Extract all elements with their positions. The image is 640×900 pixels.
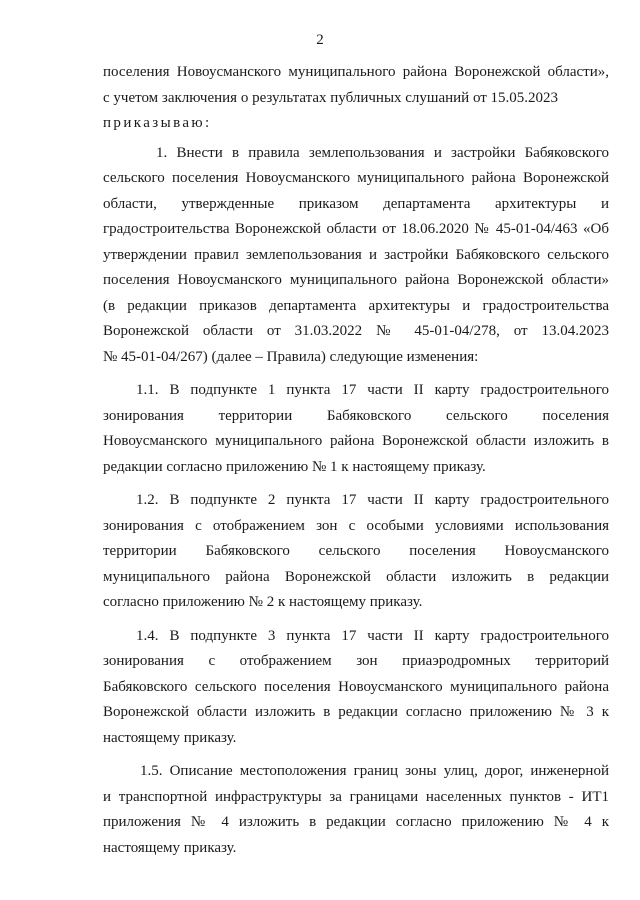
text-line: Бабяковского сельского поселения Новоусманского муниципального района [103,678,609,695]
text-line: утверждении правил землепользования и застройки Бабяковского сельского [103,246,609,263]
text-line: поселения Новоусманского муниципального района Воронежской области» [103,272,609,288]
text-line: Воронежской области от 31.03.2022 № 45-01-04/278, от 13.04.2023 [103,323,609,339]
text-line: 1.4. В подпункте 3 пункта 17 части II карту градостроительного [136,627,609,644]
text-line: территории Бабяковского сельского поселения Новоусманского [103,543,609,559]
page-number: 2 [316,32,324,48]
text-line: Новоусманского муниципального района Воронежской области изложить в [103,433,609,449]
text-line: приложения № 4 изложить в редакции согласно приложению № 4 к [103,814,609,830]
text-line: 1.2. В подпункте 2 пункта 17 части II карту градостроительного [136,492,609,508]
text-line: градостроительства Воронежской области от 18.06.2020 № 45-01-04/463 «Об [103,221,609,237]
text-line: настоящему приказу. [103,839,237,856]
text-line: 1. Внести в правила землепользования и застройки Бабяковского [156,144,609,161]
text-line: сельского поселения Новоусманского муниципального района Воронежской [103,170,609,186]
text-line: с учетом заключения о результатах публичных слушаний от 15.05.2023 [103,89,559,106]
text-line: настоящему приказу. [103,729,237,746]
text-line: Воронежской области изложить в редакции согласно приложению № 3 к [103,704,609,720]
text-line: согласно приложению № 2 к настоящему приказу. [103,594,423,610]
document-body [103,60,609,861]
text-line: 1.1. В подпункте 1 пункта 17 части II карту градостроительного [136,382,609,398]
text-line: зонирования с отображением зон с особыми условиями использования [103,517,609,534]
text-line: приказываю: [103,115,212,131]
text-line: и транспортной инфраструктуры за границами населенных пунктов - ИТ1 [103,788,609,805]
text-line: зонирования с отображением зон приаэродромных территорий [103,653,609,669]
text-line: № 45-01-04/267) (далее – Правила) следующие изменения: [103,348,479,365]
text-line: поселения Новоусманского муниципального района Воронежской области», [103,64,609,80]
text-line: (в редакции приказов департамента архитектуры и градостроительства [103,297,609,314]
text-line: редакции согласно приложению № 1 к настоящему приказу. [103,458,486,475]
text-line: муниципального района Воронежской области изложить в редакции [103,568,609,585]
text-line: 1.5. Описание местоположения границ зоны улиц, дорог, инженерной [140,763,609,779]
text-line: области, утвержденные приказом департамента архитектуры и [103,195,609,212]
text-line: зонирования территории Бабяковского сельского поселения [103,407,609,424]
